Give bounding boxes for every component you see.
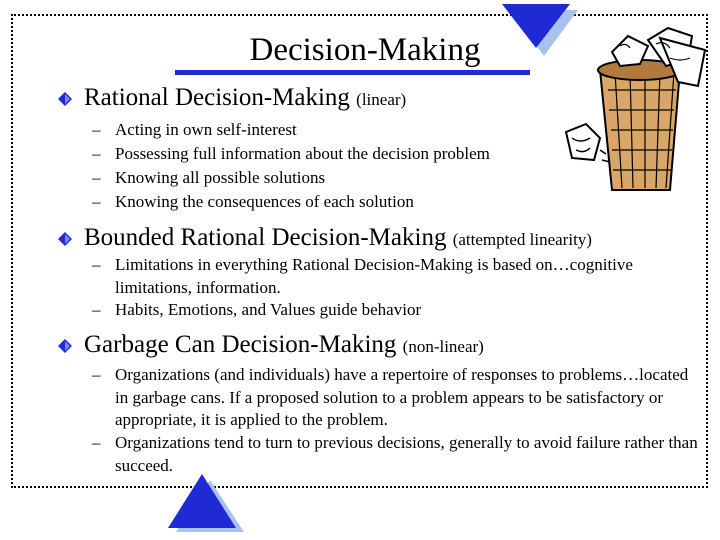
- list-item: Knowing the consequences of each solution: [115, 192, 414, 211]
- dash-marker: –: [92, 433, 101, 452]
- title-underline: [175, 70, 530, 75]
- dash-marker: –: [92, 300, 101, 319]
- section-heading-garbage-can: Garbage Can Decision-Making (non-linear): [84, 331, 484, 358]
- dash-marker: –: [92, 192, 101, 211]
- list-item: Habits, Emotions, and Values guide behavior: [115, 300, 422, 319]
- section-heading-rational: Rational Decision-Making (linear): [84, 84, 407, 111]
- dash-marker: –: [92, 168, 101, 187]
- list-item: Organizations (and individuals) have a repertoire of responses to problems…located in garbage cans. If a proposed solution to a problem appears to be satisfactory or appropriate, it is applied to the problem.: [115, 365, 689, 429]
- section-heading-bounded: Bounded Rational Decision-Making (attempted linearity): [84, 224, 592, 251]
- slide-title: Decision-Making: [249, 32, 481, 68]
- diamond-bullet-icon: [58, 92, 72, 106]
- dash-marker: –: [92, 365, 101, 384]
- dash-marker: –: [92, 255, 101, 274]
- dash-marker: –: [92, 144, 101, 163]
- list-item: Acting in own self-interest: [115, 120, 297, 139]
- diamond-bullet-icon: [58, 232, 72, 246]
- list-item: Organizations tend to turn to previous decisions, generally to avoid failure rather than succeed.: [115, 433, 698, 475]
- list-item: Limitations in everything Rational Decision-Making is based on…cognitive limitations, information.: [115, 255, 633, 297]
- diamond-bullet-icon: [58, 339, 72, 353]
- list-item: Possessing full information about the decision problem: [115, 144, 490, 163]
- list-item: Knowing all possible solutions: [115, 168, 326, 187]
- dash-marker: –: [92, 120, 101, 139]
